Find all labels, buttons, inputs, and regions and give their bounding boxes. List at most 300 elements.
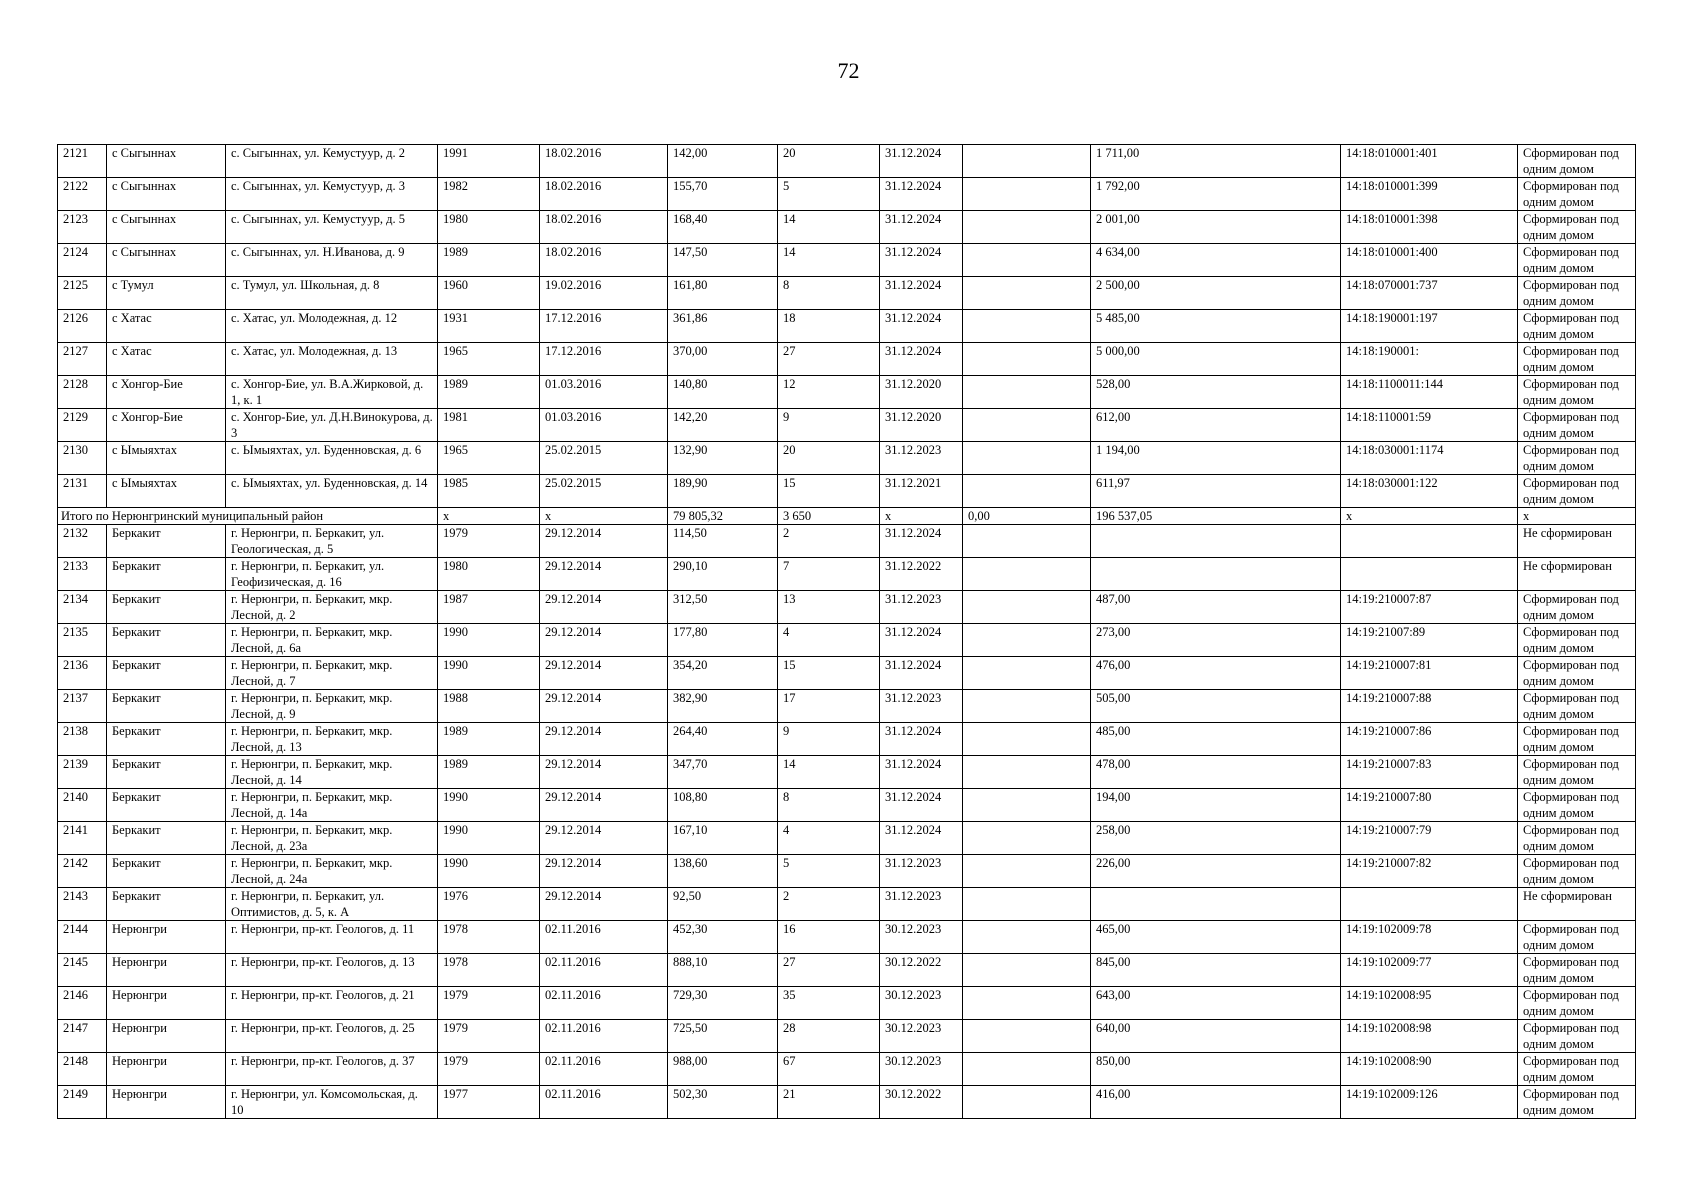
cell-blank [963, 624, 1091, 657]
cell-blank [963, 987, 1091, 1020]
cell-address: г. Нерюнгри, п. Беркакит, ул. Оптимистов, д. 5, к. А [226, 888, 438, 921]
cell-area: 114,50 [668, 525, 778, 558]
cell-cadastral-number: 14:19:102008:98 [1341, 1020, 1518, 1053]
table-row [58, 657, 1636, 690]
cell-area: 452,30 [668, 921, 778, 954]
table-row [58, 690, 1636, 723]
cell-year-built: 1990 [438, 822, 540, 855]
cell-settlement: Беркакит [107, 657, 226, 690]
cell-recognition-date: 02.11.2016 [540, 1086, 668, 1119]
cell-recognition-date: 17.12.2016 [540, 343, 668, 376]
cell-address: г. Нерюнгри, ул. Комсомольская, д. 10 [226, 1086, 438, 1119]
cell-area: 361,86 [668, 310, 778, 343]
cell-planned-date: 31.12.2024 [880, 789, 963, 822]
cell-year-built: 1979 [438, 1053, 540, 1086]
cell-settlement: Нерюнгри [107, 921, 226, 954]
cell-address: г. Нерюнгри, пр-кт. Геологов, д. 25 [226, 1020, 438, 1053]
cell-recognition-date: 29.12.2014 [540, 756, 668, 789]
cell-year-built: 1965 [438, 442, 540, 475]
cell-residents: 15 [778, 475, 880, 508]
total-cell-area: 79 805,32 [668, 508, 778, 525]
cell-cadastral-number: 14:18:010001:400 [1341, 244, 1518, 277]
cell-land-status: Сформирован под одним домом [1518, 822, 1636, 855]
cell-planned-date: 31.12.2021 [880, 475, 963, 508]
cell-number: 2121 [58, 145, 107, 178]
cell-blank [963, 442, 1091, 475]
cell-land-area [1091, 525, 1341, 558]
cell-cadastral-number: 14:19:102008:95 [1341, 987, 1518, 1020]
table-row [58, 888, 1636, 921]
cell-year-built: 1976 [438, 888, 540, 921]
table-row [58, 591, 1636, 624]
table-row [58, 1020, 1636, 1053]
cell-number: 2135 [58, 624, 107, 657]
cell-planned-date: 31.12.2024 [880, 756, 963, 789]
cell-planned-date: 31.12.2024 [880, 277, 963, 310]
cell-residents: 2 [778, 888, 880, 921]
cell-address: г. Нерюнгри, п. Беркакит, мкр. Лесной, д. 7 [226, 657, 438, 690]
cell-number: 2147 [58, 1020, 107, 1053]
cell-planned-date: 31.12.2024 [880, 211, 963, 244]
cell-year-built: 1985 [438, 475, 540, 508]
cell-number: 2123 [58, 211, 107, 244]
cell-land-area: 476,00 [1091, 657, 1341, 690]
cell-land-area: 2 500,00 [1091, 277, 1341, 310]
cell-recognition-date: 29.12.2014 [540, 822, 668, 855]
cell-cadastral-number: 14:19:102009:77 [1341, 954, 1518, 987]
cell-area: 312,50 [668, 591, 778, 624]
cell-blank [963, 525, 1091, 558]
cell-planned-date: 30.12.2022 [880, 954, 963, 987]
cell-land-status: Сформирован под одним домом [1518, 987, 1636, 1020]
cell-recognition-date: 18.02.2016 [540, 178, 668, 211]
cell-area: 290,10 [668, 558, 778, 591]
cell-land-status: Сформирован под одним домом [1518, 1053, 1636, 1086]
cell-recognition-date: 01.03.2016 [540, 376, 668, 409]
cell-area: 147,50 [668, 244, 778, 277]
cell-year-built: 1982 [438, 178, 540, 211]
cell-area: 189,90 [668, 475, 778, 508]
table-row [58, 475, 1636, 508]
cell-number: 2139 [58, 756, 107, 789]
cell-residents: 4 [778, 822, 880, 855]
cell-number: 2146 [58, 987, 107, 1020]
cell-year-built: 1990 [438, 789, 540, 822]
cell-recognition-date: 01.03.2016 [540, 409, 668, 442]
cell-land-area: 258,00 [1091, 822, 1341, 855]
cell-cadastral-number: 14:18:110001:59 [1341, 409, 1518, 442]
cell-blank [963, 789, 1091, 822]
cell-area: 177,80 [668, 624, 778, 657]
cell-cadastral-number: 14:18:010001:399 [1341, 178, 1518, 211]
cell-year-built: 1980 [438, 558, 540, 591]
cell-planned-date: 31.12.2024 [880, 178, 963, 211]
cell-settlement: с Ымыяхтах [107, 442, 226, 475]
table-row [58, 145, 1636, 178]
cell-cadastral-number: 14:19:210007:80 [1341, 789, 1518, 822]
cell-address: с. Сыгыннах, ул. Н.Иванова, д. 9 [226, 244, 438, 277]
cell-settlement: Беркакит [107, 525, 226, 558]
cell-area: 155,70 [668, 178, 778, 211]
total-cell-cadastral-number: x [1341, 508, 1518, 525]
cell-recognition-date: 29.12.2014 [540, 690, 668, 723]
cell-blank [963, 277, 1091, 310]
cell-cadastral-number [1341, 525, 1518, 558]
cell-residents: 9 [778, 409, 880, 442]
cell-settlement: Беркакит [107, 888, 226, 921]
cell-year-built: 1990 [438, 624, 540, 657]
cell-land-status: Сформирован под одним домом [1518, 756, 1636, 789]
table-row [58, 376, 1636, 409]
cell-residents: 8 [778, 789, 880, 822]
cell-cadastral-number: 14:19:102008:90 [1341, 1053, 1518, 1086]
cell-number: 2132 [58, 525, 107, 558]
cell-residents: 9 [778, 723, 880, 756]
table-row [58, 855, 1636, 888]
cell-number: 2148 [58, 1053, 107, 1086]
cell-cadastral-number: 14:18:030001:122 [1341, 475, 1518, 508]
cell-settlement: Беркакит [107, 624, 226, 657]
table-row [58, 723, 1636, 756]
cell-blank [963, 855, 1091, 888]
cell-recognition-date: 29.12.2014 [540, 525, 668, 558]
cell-area: 502,30 [668, 1086, 778, 1119]
cell-land-status: Сформирован под одним домом [1518, 954, 1636, 987]
cell-land-area: 194,00 [1091, 789, 1341, 822]
cell-cadastral-number: 14:18:010001:398 [1341, 211, 1518, 244]
cell-cadastral-number: 14:18:190001:197 [1341, 310, 1518, 343]
cell-residents: 13 [778, 591, 880, 624]
cell-residents: 14 [778, 211, 880, 244]
cell-recognition-date: 29.12.2014 [540, 591, 668, 624]
cell-planned-date: 31.12.2023 [880, 442, 963, 475]
cell-area: 264,40 [668, 723, 778, 756]
cell-planned-date: 31.12.2024 [880, 343, 963, 376]
cell-residents: 17 [778, 690, 880, 723]
cell-area: 988,00 [668, 1053, 778, 1086]
cell-land-area: 465,00 [1091, 921, 1341, 954]
cell-year-built: 1965 [438, 343, 540, 376]
cell-year-built: 1990 [438, 657, 540, 690]
cell-address: г. Нерюнгри, п. Беркакит, ул. Геофизическая, д. 16 [226, 558, 438, 591]
cell-blank [963, 244, 1091, 277]
cell-settlement: Беркакит [107, 789, 226, 822]
cell-land-status: Сформирован под одним домом [1518, 789, 1636, 822]
cell-address: г. Нерюнгри, п. Беркакит, мкр. Лесной, д. 23а [226, 822, 438, 855]
cell-cadastral-number: 14:18:190001: [1341, 343, 1518, 376]
table-row [58, 525, 1636, 558]
cell-number: 2145 [58, 954, 107, 987]
cell-planned-date: 31.12.2024 [880, 310, 963, 343]
cell-cadastral-number: 14:19:210007:86 [1341, 723, 1518, 756]
cell-land-area: 845,00 [1091, 954, 1341, 987]
cell-recognition-date: 29.12.2014 [540, 657, 668, 690]
cell-blank [963, 310, 1091, 343]
cell-area: 725,50 [668, 1020, 778, 1053]
cell-land-area: 643,00 [1091, 987, 1341, 1020]
cell-settlement: с Сыгыннах [107, 211, 226, 244]
cell-land-status: Не сформирован [1518, 525, 1636, 558]
cell-residents: 16 [778, 921, 880, 954]
table-row [58, 954, 1636, 987]
table-row [58, 178, 1636, 211]
cell-recognition-date: 02.11.2016 [540, 921, 668, 954]
cell-planned-date: 31.12.2020 [880, 409, 963, 442]
cell-land-status: Сформирован под одним домом [1518, 376, 1636, 409]
cell-land-area: 273,00 [1091, 624, 1341, 657]
cell-year-built: 1977 [438, 1086, 540, 1119]
cell-residents: 2 [778, 525, 880, 558]
cell-recognition-date: 02.11.2016 [540, 987, 668, 1020]
cell-address: с. Хонгор-Бие, ул. Д.Н.Винокурова, д. 3 [226, 409, 438, 442]
cell-year-built: 1979 [438, 525, 540, 558]
table-row [58, 624, 1636, 657]
cell-cadastral-number: 14:19:210007:79 [1341, 822, 1518, 855]
cell-address: с. Сыгыннах, ул. Кемустуур, д. 2 [226, 145, 438, 178]
cell-land-area: 5 000,00 [1091, 343, 1341, 376]
total-label: Итого по Нерюнгринский муниципальный район [58, 508, 438, 525]
cell-blank [963, 921, 1091, 954]
table-row [58, 789, 1636, 822]
cell-address: с. Сыгыннах, ул. Кемустуур, д. 3 [226, 178, 438, 211]
cell-settlement: Беркакит [107, 558, 226, 591]
table-row [58, 244, 1636, 277]
cell-land-area: 1 792,00 [1091, 178, 1341, 211]
cell-land-status: Сформирован под одним домом [1518, 442, 1636, 475]
cell-area: 132,90 [668, 442, 778, 475]
cell-cadastral-number: 14:19:210007:81 [1341, 657, 1518, 690]
table-row [58, 211, 1636, 244]
cell-year-built: 1981 [438, 409, 540, 442]
cell-address: г. Нерюнгри, пр-кт. Геологов, д. 11 [226, 921, 438, 954]
cell-number: 2126 [58, 310, 107, 343]
cell-settlement: Беркакит [107, 690, 226, 723]
cell-blank [963, 591, 1091, 624]
cell-residents: 12 [778, 376, 880, 409]
cell-address: с. Ымыяхтах, ул. Буденновская, д. 6 [226, 442, 438, 475]
total-cell-planned-date: x [880, 508, 963, 525]
cell-recognition-date: 19.02.2016 [540, 277, 668, 310]
cell-blank [963, 1053, 1091, 1086]
cell-residents: 35 [778, 987, 880, 1020]
cell-cadastral-number: 14:19:210007:83 [1341, 756, 1518, 789]
cell-recognition-date: 25.02.2015 [540, 442, 668, 475]
table-row [58, 277, 1636, 310]
housing-registry-table [57, 144, 1636, 1119]
cell-year-built: 1979 [438, 1020, 540, 1053]
cell-residents: 20 [778, 145, 880, 178]
cell-blank [963, 558, 1091, 591]
cell-land-area: 850,00 [1091, 1053, 1341, 1086]
cell-area: 347,70 [668, 756, 778, 789]
cell-land-area: 1 194,00 [1091, 442, 1341, 475]
cell-settlement: с Сыгыннах [107, 145, 226, 178]
table-row [58, 343, 1636, 376]
cell-address: с. Хатас, ул. Молодежная, д. 12 [226, 310, 438, 343]
cell-area: 108,80 [668, 789, 778, 822]
cell-residents: 14 [778, 244, 880, 277]
cell-number: 2137 [58, 690, 107, 723]
cell-area: 138,60 [668, 855, 778, 888]
cell-settlement: с Хатас [107, 310, 226, 343]
cell-address: г. Нерюнгри, пр-кт. Геологов, д. 37 [226, 1053, 438, 1086]
cell-number: 2131 [58, 475, 107, 508]
cell-address: г. Нерюнгри, п. Беркакит, мкр. Лесной, д. 14 [226, 756, 438, 789]
cell-area: 161,80 [668, 277, 778, 310]
cell-planned-date: 31.12.2023 [880, 690, 963, 723]
cell-land-area: 478,00 [1091, 756, 1341, 789]
table-row [58, 822, 1636, 855]
cell-address: с. Сыгыннах, ул. Кемустуур, д. 5 [226, 211, 438, 244]
cell-planned-date: 31.12.2024 [880, 822, 963, 855]
total-cell-residents: 3 650 [778, 508, 880, 525]
cell-number: 2142 [58, 855, 107, 888]
cell-settlement: Беркакит [107, 756, 226, 789]
cell-settlement: Беркакит [107, 855, 226, 888]
cell-land-status: Сформирован под одним домом [1518, 690, 1636, 723]
cell-planned-date: 30.12.2023 [880, 921, 963, 954]
cell-settlement: Беркакит [107, 591, 226, 624]
cell-recognition-date: 29.12.2014 [540, 558, 668, 591]
cell-recognition-date: 29.12.2014 [540, 789, 668, 822]
cell-blank [963, 888, 1091, 921]
cell-year-built: 1979 [438, 987, 540, 1020]
cell-land-area: 2 001,00 [1091, 211, 1341, 244]
cell-number: 2140 [58, 789, 107, 822]
cell-land-area: 528,00 [1091, 376, 1341, 409]
cell-settlement: с Хонгор-Бие [107, 409, 226, 442]
cell-land-status: Сформирован под одним домом [1518, 343, 1636, 376]
cell-recognition-date: 18.02.2016 [540, 211, 668, 244]
cell-recognition-date: 29.12.2014 [540, 624, 668, 657]
cell-number: 2130 [58, 442, 107, 475]
table-row [58, 1086, 1636, 1119]
cell-land-area: 611,97 [1091, 475, 1341, 508]
cell-number: 2133 [58, 558, 107, 591]
cell-recognition-date: 29.12.2014 [540, 855, 668, 888]
cell-address: г. Нерюнгри, пр-кт. Геологов, д. 21 [226, 987, 438, 1020]
cell-number: 2127 [58, 343, 107, 376]
cell-area: 142,00 [668, 145, 778, 178]
cell-address: г. Нерюнгри, п. Беркакит, ул. Геологическая, д. 5 [226, 525, 438, 558]
cell-address: г. Нерюнгри, п. Беркакит, мкр. Лесной, д. 24а [226, 855, 438, 888]
cell-address: с. Хатас, ул. Молодежная, д. 13 [226, 343, 438, 376]
cell-year-built: 1988 [438, 690, 540, 723]
cell-blank [963, 1020, 1091, 1053]
cell-residents: 20 [778, 442, 880, 475]
cell-number: 2125 [58, 277, 107, 310]
cell-recognition-date: 02.11.2016 [540, 1053, 668, 1086]
cell-address: с. Ымыяхтах, ул. Буденновская, д. 14 [226, 475, 438, 508]
cell-planned-date: 31.12.2023 [880, 591, 963, 624]
table-row [58, 442, 1636, 475]
cell-residents: 14 [778, 756, 880, 789]
cell-area: 382,90 [668, 690, 778, 723]
cell-address: с. Тумул, ул. Школьная, д. 8 [226, 277, 438, 310]
cell-land-status: Сформирован под одним домом [1518, 244, 1636, 277]
cell-blank [963, 211, 1091, 244]
cell-planned-date: 31.12.2024 [880, 145, 963, 178]
cell-year-built: 1980 [438, 211, 540, 244]
cell-residents: 5 [778, 178, 880, 211]
cell-cadastral-number: 14:19:210007:82 [1341, 855, 1518, 888]
cell-planned-date: 31.12.2024 [880, 244, 963, 277]
cell-land-area: 416,00 [1091, 1086, 1341, 1119]
cell-residents: 21 [778, 1086, 880, 1119]
cell-land-status: Сформирован под одним домом [1518, 624, 1636, 657]
cell-blank [963, 756, 1091, 789]
cell-area: 168,40 [668, 211, 778, 244]
cell-planned-date: 31.12.2023 [880, 888, 963, 921]
cell-year-built: 1989 [438, 723, 540, 756]
cell-settlement: с Сыгыннах [107, 178, 226, 211]
cell-year-built: 1989 [438, 756, 540, 789]
cell-land-area: 485,00 [1091, 723, 1341, 756]
cell-land-status: Сформирован под одним домом [1518, 1086, 1636, 1119]
cell-land-status: Сформирован под одним домом [1518, 591, 1636, 624]
cell-recognition-date: 18.02.2016 [540, 145, 668, 178]
cell-number: 2129 [58, 409, 107, 442]
cell-residents: 4 [778, 624, 880, 657]
cell-land-status: Сформирован под одним домом [1518, 310, 1636, 343]
cell-land-status: Сформирован под одним домом [1518, 277, 1636, 310]
cell-number: 2138 [58, 723, 107, 756]
cell-settlement: с Тумул [107, 277, 226, 310]
cell-blank [963, 409, 1091, 442]
table-row [58, 310, 1636, 343]
cell-planned-date: 31.12.2024 [880, 525, 963, 558]
cell-land-area: 5 485,00 [1091, 310, 1341, 343]
cell-residents: 5 [778, 855, 880, 888]
cell-blank [963, 343, 1091, 376]
cell-number: 2134 [58, 591, 107, 624]
cell-residents: 8 [778, 277, 880, 310]
cell-cadastral-number [1341, 558, 1518, 591]
cell-planned-date: 31.12.2022 [880, 558, 963, 591]
cell-settlement: Беркакит [107, 822, 226, 855]
cell-cadastral-number: 14:19:210007:88 [1341, 690, 1518, 723]
cell-cadastral-number: 14:19:21007:89 [1341, 624, 1518, 657]
cell-land-area: 1 711,00 [1091, 145, 1341, 178]
cell-blank [963, 1086, 1091, 1119]
cell-number: 2124 [58, 244, 107, 277]
cell-settlement: с Хонгор-Бие [107, 376, 226, 409]
cell-residents: 28 [778, 1020, 880, 1053]
cell-address: г. Нерюнгри, пр-кт. Геологов, д. 13 [226, 954, 438, 987]
table-row [58, 1053, 1636, 1086]
table-row [58, 987, 1636, 1020]
cell-blank [963, 178, 1091, 211]
cell-blank [963, 690, 1091, 723]
cell-number: 2128 [58, 376, 107, 409]
cell-cadastral-number: 14:18:030001:1174 [1341, 442, 1518, 475]
cell-land-area: 612,00 [1091, 409, 1341, 442]
cell-year-built: 1960 [438, 277, 540, 310]
cell-blank [963, 723, 1091, 756]
cell-residents: 15 [778, 657, 880, 690]
total-cell-recognition-date: x [540, 508, 668, 525]
cell-area: 140,80 [668, 376, 778, 409]
cell-land-status: Сформирован под одним домом [1518, 921, 1636, 954]
cell-cadastral-number: 14:19:102009:78 [1341, 921, 1518, 954]
cell-land-area [1091, 558, 1341, 591]
cell-year-built: 1989 [438, 376, 540, 409]
cell-recognition-date: 29.12.2014 [540, 723, 668, 756]
cell-planned-date: 31.12.2023 [880, 855, 963, 888]
cell-year-built: 1978 [438, 954, 540, 987]
cell-cadastral-number: 14:19:210007:87 [1341, 591, 1518, 624]
cell-land-status: Сформирован под одним домом [1518, 657, 1636, 690]
